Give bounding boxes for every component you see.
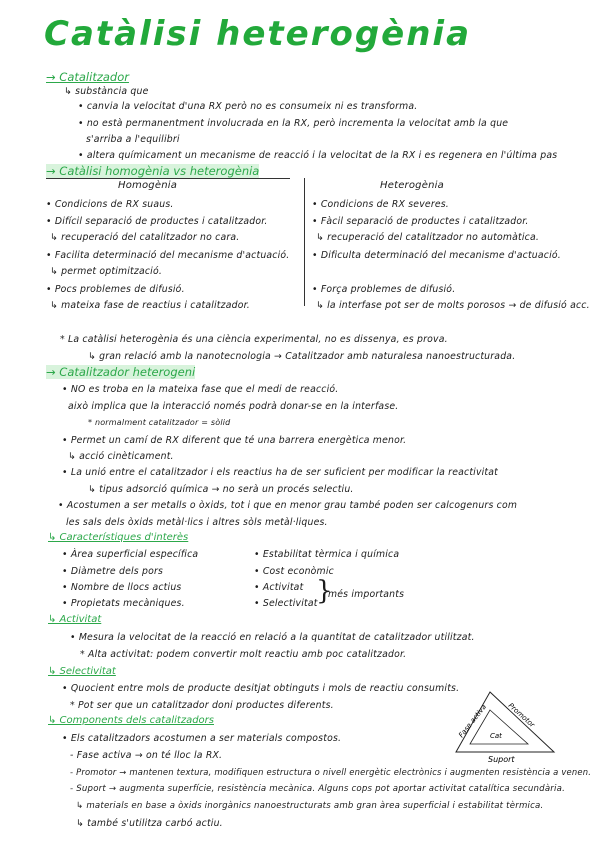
heterogeni-line-7: ↳ tipus adsorció química → no serà un procés selectiu. [88, 484, 354, 495]
caract-right-1: • Estabilitat tèrmica i química [254, 549, 400, 560]
activitat-line-1: • Mesura la velocitat de la reacció en relació a la quantitat de catalitzador utilitzat. [70, 632, 475, 643]
heterogeni-line-6: • La unió entre el catalitzador i els reactius ha de ser suficient per modificar la reactivitat [62, 467, 499, 478]
components-line-1: • Els catalitzadors acostumen a ser materials compostos. [62, 733, 342, 744]
page-title: Catàlisi heterogènia [44, 14, 472, 54]
brace-icon: } [316, 576, 333, 606]
brace-note: més importants [328, 589, 405, 600]
heterogeni-line-1: • NO es troba en la mateixa fase que el medi de reacció. [62, 384, 339, 395]
activitat-line-2: * Alta activitat: podem convertir molt reactiu amb poc catalitzador. [80, 649, 407, 660]
caract-right-4: • Selectivitat [254, 598, 318, 609]
divider [46, 178, 290, 179]
section-heading-heterogeni [46, 365, 195, 379]
comparacio-heading-text: → Catàlisi homogènia vs heterogènia [46, 164, 260, 178]
selectivitat-line-2: * Pot ser que un catalitzador doni productes diferents. [70, 700, 334, 711]
caract-left-1: • Àrea superficial específica [62, 549, 199, 560]
homogenia-item-4: • Facilita determinació del mecanisme d'actuació. [46, 250, 290, 261]
caract-left-2: • Diàmetre dels pors [62, 566, 164, 577]
nota-line-1: * La catàlisi heterogènia és una ciència experimental, no es dissenya, es prova. [60, 334, 448, 345]
heterogeni-heading-text: → Catalitzador heterogeni [46, 365, 196, 379]
caract-right-3: • Activitat [254, 582, 304, 593]
catalitzador-bullet-2b: s'arriba a l'equilibri [86, 134, 180, 145]
caract-left-3: • Nombre de llocs actius [62, 582, 182, 593]
heterogeni-line-4: • Permet un camí de RX diferent que té una barrera energètica menor. [62, 435, 407, 446]
components-line-4: - Suport → augmenta superfície, resistència mecànica. Alguns cops pot aportar activitat catalítica secundària. [70, 784, 566, 794]
components-line-3: - Promotor → mantenen textura, modifiquen estructura o nivell energètic electrònics i augmenten resistència a venen. [70, 767, 592, 777]
heterogeni-line-5: ↳ acció cinèticament. [68, 451, 174, 462]
homogenia-item-2: • Difícil separació de productes i catalitzador. [46, 216, 268, 227]
heterogenia-item-6: ↳ la interfase pot ser de molts porosos → de difusió acc. [316, 300, 590, 311]
heterogeni-line-2: això implica que la interacció només podrà donar-se en la interfase. [68, 401, 399, 412]
section-heading-comparacio [46, 164, 259, 178]
column-divider [304, 178, 305, 306]
substancia-label: ↳ substància que [64, 86, 149, 97]
heterogeni-line-3: * normalment catalitzador = sòlid [88, 418, 231, 427]
heterogenia-header: Heterogènia [380, 180, 444, 191]
heterogenia-item-4: • Dificulta determinació del mecanisme d'actuació. [312, 250, 561, 261]
homogenia-item-1: • Condicions de RX suaus. [46, 199, 174, 210]
heterogenia-item-5: • Força problemes de difusió. [312, 284, 456, 295]
catalitzador-bullet-2: • no està permanentment involucrada en la RX, però incrementa la velocitat amb la que [78, 118, 509, 129]
catalitzador-bullet-1: • canvia la velocitat d'una RX però no es consumeix ni es transforma. [78, 101, 418, 112]
section-heading-caracteristiques: ↳ Característiques d'interès [48, 532, 189, 543]
catalitzador-bullet-3: • altera químicament un mecanisme de reacció i la velocitat de la RX i es regenera en l'última pas [78, 150, 558, 161]
nota-line-2: ↳ gran relació amb la nanotecnologia → Catalitzador amb naturalesa nanoestructurada. [88, 351, 516, 362]
heterogeni-line-9: les sals dels òxids metàl·lics i altres sòls metàl·liques. [66, 517, 328, 528]
heterogenia-item-2: • Fàcil separació de productes i catalitzador. [312, 216, 529, 227]
homogenia-item-5: ↳ permet optimització. [50, 266, 162, 277]
triangle-label-center: Cat [490, 732, 502, 740]
homogenia-item-3: ↳ recuperació del catalitzador no cara. [50, 232, 240, 243]
components-line-6: ↳ també s'utilitza carbó actiu. [76, 818, 223, 829]
homogenia-item-6: • Pocs problemes de difusió. [46, 284, 185, 295]
triangle-label-bottom: Suport [488, 755, 515, 764]
components-line-2: - Fase activa → on té lloc la RX. [70, 750, 223, 761]
heterogenia-item-3: ↳ recuperació del catalitzador no automàtica. [316, 232, 540, 243]
caract-left-4: • Propietats mecàniques. [62, 598, 185, 609]
heterogenia-item-1: • Condicions de RX severes. [312, 199, 449, 210]
homogenia-item-7: ↳ mateixa fase de reactius i catalitzador. [50, 300, 250, 311]
components-line-5: ↳ materials en base a òxids inorgànics nanoestructurats amb gran àrea superficial i estabilitat tèrmica. [76, 801, 544, 811]
section-heading-activitat: ↳ Activitat [48, 614, 102, 625]
triangle-label-right: Promotor [506, 701, 537, 730]
heterogeni-line-8: • Acostumen a ser metalls o òxids, tot i que en menor grau també poden ser calcogenurs com [58, 500, 518, 511]
homogenia-header: Homogènia [118, 180, 178, 191]
section-heading-components: ↳ Components dels catalitzadors [48, 715, 214, 726]
catalyst-triangle-diagram [450, 688, 570, 764]
caract-right-2: • Cost econòmic [254, 566, 334, 577]
triangle-label-left: Fase activa [457, 702, 489, 740]
section-heading-catalitzador: → Catalitzador [46, 70, 129, 84]
section-heading-selectivitat: ↳ Selectivitat [48, 666, 116, 677]
selectivitat-line-1: • Quocient entre mols de producte desitjat obtinguts i mols de reactiu consumits. [62, 683, 460, 694]
